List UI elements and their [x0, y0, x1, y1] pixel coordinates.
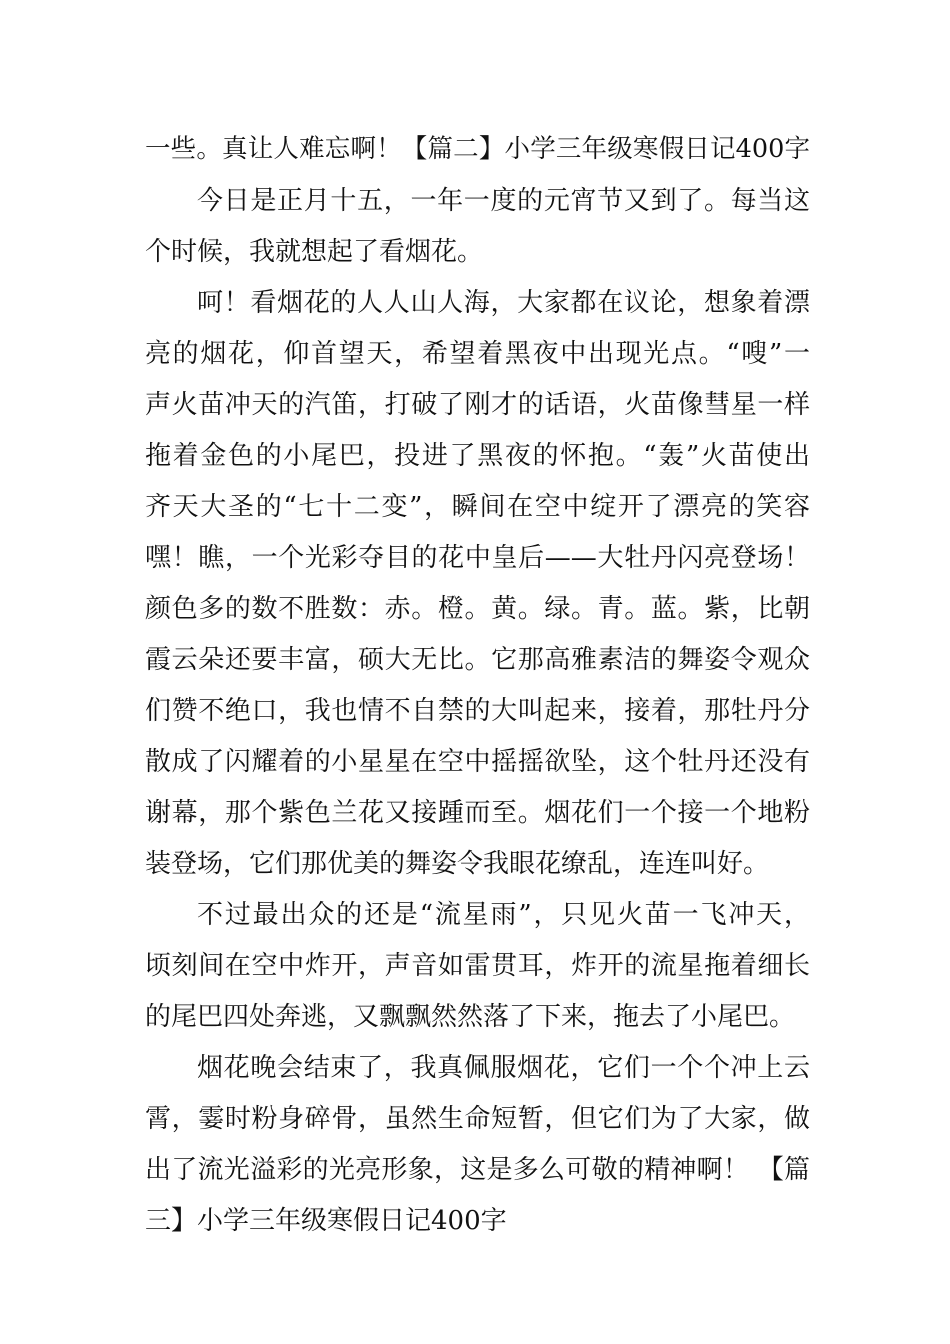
text-line: 三】小学三年级寒假日记400字 — [145, 1206, 507, 1236]
paragraph-first-line: 不过最出众的还是“流星雨”，只见火苗一飞冲天， — [197, 900, 810, 930]
paragraph-first-line: 烟花晚会结束了，我真佩服烟花，它们一个个冲上云 — [197, 1053, 810, 1083]
text-line: 个时候，我就想起了看烟花。 — [145, 237, 484, 267]
text-line: 嘿！瞧，一个光彩夺目的花中皇后——大牡丹闪亮登场！ — [145, 543, 810, 573]
text-line: 顷刻间在空中炸开，声音如雷贯耳，炸开的流星拖着细长 — [145, 951, 810, 981]
text-line: 亮的烟花，仰首望天，希望着黑夜中出现光点。“嗖”一 — [145, 339, 810, 369]
text-line: 颜色多的数不胜数：赤。橙。黄。绿。青。蓝。紫，比朝 — [145, 594, 810, 624]
text-line: 散成了闪耀着的小星星在空中摇摇欲坠，这个牡丹还没有 — [145, 747, 810, 777]
text-line: 一些。真让人难忘啊！【篇二】小学三年级寒假日记400字 — [145, 134, 810, 164]
text-line: 齐天大圣的“七十二变”，瞬间在空中绽开了漂亮的笑容 — [145, 492, 810, 522]
text-line: 们赞不绝口，我也情不自禁的大叫起来，接着，那牡丹分 — [145, 696, 810, 726]
text-line: 声火苗冲天的汽笛，打破了刚才的话语，火苗像彗星一样 — [145, 390, 810, 420]
text-line: 的尾巴四处奔逃，又飘飘然然落了下来，拖去了小尾巴。 — [145, 1002, 796, 1032]
paragraph-first-line: 呵！看烟花的人人山人海，大家都在议论，想象着漂 — [197, 288, 810, 318]
text-line: 装登场，它们那优美的舞姿令我眼花缭乱，连连叫好。 — [145, 849, 770, 879]
text-line: 霞云朵还要丰富，硕大无比。它那高雅素洁的舞姿令观众 — [145, 645, 810, 675]
text-line: 拖着金色的小尾巴，投进了黑夜的怀抱。“轰”火苗使出 — [145, 441, 810, 471]
text-line: 谢幕，那个紫色兰花又接踵而至。烟花们一个接一个地粉 — [145, 798, 810, 828]
text-line: 霄，霎时粉身碎骨，虽然生命短暂，但它们为了大家，做 — [145, 1104, 810, 1134]
text-line: 出了流光溢彩的光亮形象，这是多么可敬的精神啊！ 【篇 — [145, 1155, 810, 1185]
paragraph-first-line: 今日是正月十五，一年一度的元宵节又到了。每当这 — [197, 186, 810, 216]
